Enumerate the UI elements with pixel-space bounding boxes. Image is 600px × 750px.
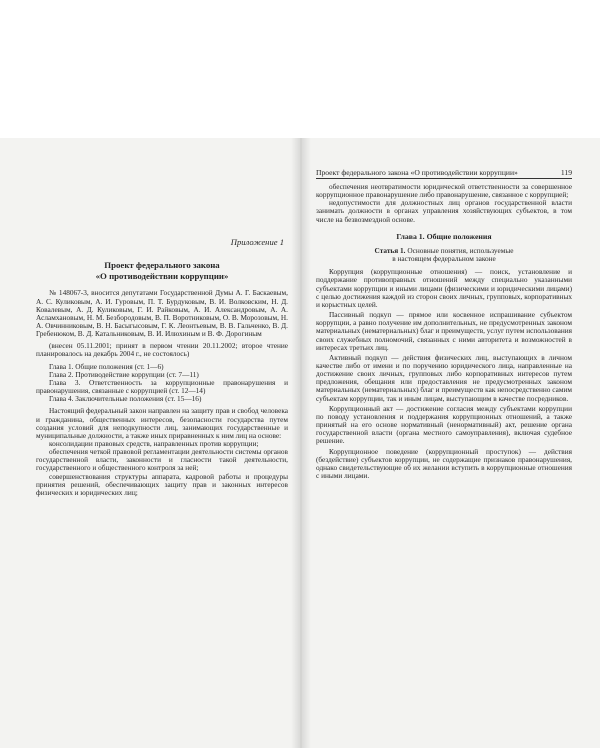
preamble-list-item: обеспечения четкой правовой регламентации деятельности системы органов государственной власти, законности и гласности такой деятельности, государственного и общественного контроля за ней;: [36, 447, 288, 473]
definition-paragraph: Коррупция (коррупционные отношения) — поиск, установление и поддержание противоправных отношений между специально указанными субъектами коррупции и иными лицами (физическими и юридическими лицами) с целью достижения каждой из сторон своих личных, групповых, корпоративных и корыстных целей.: [316, 267, 572, 309]
bill-intro: № 148067-3, вносится депутатами Государственной Думы А. Г. Баскаевым, А. С. Куликовым, А. И. Гуровым, П. Т. Бурдуковым, В. И. Волковским, Н. Д. Ковалевым, А. Д. Куликовым, Г. И. Райковым, А. И. Александровым, А. А. Асламхановым, Н. М. Безбородовым, В. П. Воротниковым, О. В. Морозовым, Н. А. Овчинниковым, В. Н. Басыгысовым, Г. К. Леонтьевым, В. В. Гальченко, В. Д. Гребенюком, В. Д. Катальниковым, В. И. Илюхиным и В. Ф. Дорогиным: [36, 288, 288, 339]
title-line-1: Проект федерального закона: [104, 260, 220, 271]
bill-dates: (внесен 05.11.2001; принят в первом чтении 20.11.2002; второе чтение планировалось на декабрь 2004 г., не состоялось): [36, 341, 288, 359]
preamble-list-item: совершенствования структуры аппарата, кадровой работы и процедуры принятия решений, обеспечивающих защиту прав и законных интересов физических и юридических лиц;: [36, 471, 288, 497]
book-gutter: [291, 138, 311, 748]
title-line-2: «О противодействии коррупции»: [95, 270, 229, 281]
running-head-title: Проект федерального закона «О противодействии коррупции»: [316, 168, 518, 177]
chapter-list-item: Глава 2. Противодействие коррупции (ст. 7—11): [49, 369, 199, 379]
article-title-line-2: в настоящем федеральном законе: [392, 254, 496, 264]
article-heading: [316, 247, 572, 263]
continuation-paragraph: обеспечения неотвратимости юридической ответственности за совершенное коррупционное правонарушение либо правонарушение, связанное с коррупцией;: [316, 182, 572, 200]
preamble-paragraph: Настоящий федеральный закон направлен на защиту прав и свобод человека и гражданина, общественных интересов, безопасности государства путем создания условий для неподкупности лиц, занимающих государственные и муниципальные должности, а также иных приравненных к ним лиц на основе:: [36, 406, 288, 440]
chapter-heading: Глава 1. Общие положения: [396, 231, 492, 241]
continuation-paragraph: недопустимости для должностных лиц органов государственной власти занимать должности в органах управления хозяйствующих субъектов, в том числе на безвозмездной основе.: [316, 198, 572, 224]
article-label: Статья 1.: [374, 245, 406, 255]
chapter-list-item: Глава 3. Ответственность за коррупционные правонарушения и правонарушения, связанные с коррупцией (ст. 12—14): [36, 377, 288, 396]
preamble-list-item: консолидации правовых средств, направленных против коррупции;: [49, 439, 259, 448]
definition-paragraph: Коррупционное поведение (коррупционный проступок) — действия (бездействие) субъектов коррупции, не содержащие признаков правонарушения, однако свидетельствующие об их желании вступить в коррупционные отношения с иными лицами.: [316, 446, 572, 480]
chapter-list-item: Глава 4. Заключительные положения (ст. 15—16): [49, 394, 202, 404]
definition-paragraph: Коррупционный акт — достижение согласия между субъектами коррупции по поводу установления и поддержания коррупционных отношений, а также принятый на его основе нормативный (ненормативный) акт, решение органа государственной власти (органа местного самоуправления), включая судебное решение.: [316, 403, 572, 446]
definition-paragraph: Пассивный подкуп — прямое или косвенное испрашивание субъектом коррупции, а равно получение им дополнительных, не предусмотренных законом материальных (нематериальных) благ и преимуществ, услуг путем использования своих служебных полномочий, связанных с ними авторитета и возможностей в интересах третьих лиц.: [316, 310, 573, 352]
page-number: 119: [560, 168, 572, 177]
right-page: [316, 183, 572, 480]
document-title: [36, 260, 288, 281]
running-head: [316, 168, 572, 179]
left-page: [36, 230, 288, 497]
appendix-label: Приложение 1: [230, 237, 284, 247]
chapter-list-item: Глава 1. Общие положения (ст. 1—6): [49, 361, 164, 371]
article-title: Основные понятия, используемые: [407, 245, 514, 255]
definition-paragraph: Активный подкуп — действия физических лиц, выступающих в личном качестве либо от имени и по поручению юридического лица, направленные на достижение своих личных, групповых либо корпоративных интересов путем предложения, обещания или предоставления не предусмотренных законом материальных (нематериальных) благ и преимуществ как непосредственно самим субъектам коррупции, так и иным лицам, выступающим в качестве посредников.: [316, 352, 572, 403]
